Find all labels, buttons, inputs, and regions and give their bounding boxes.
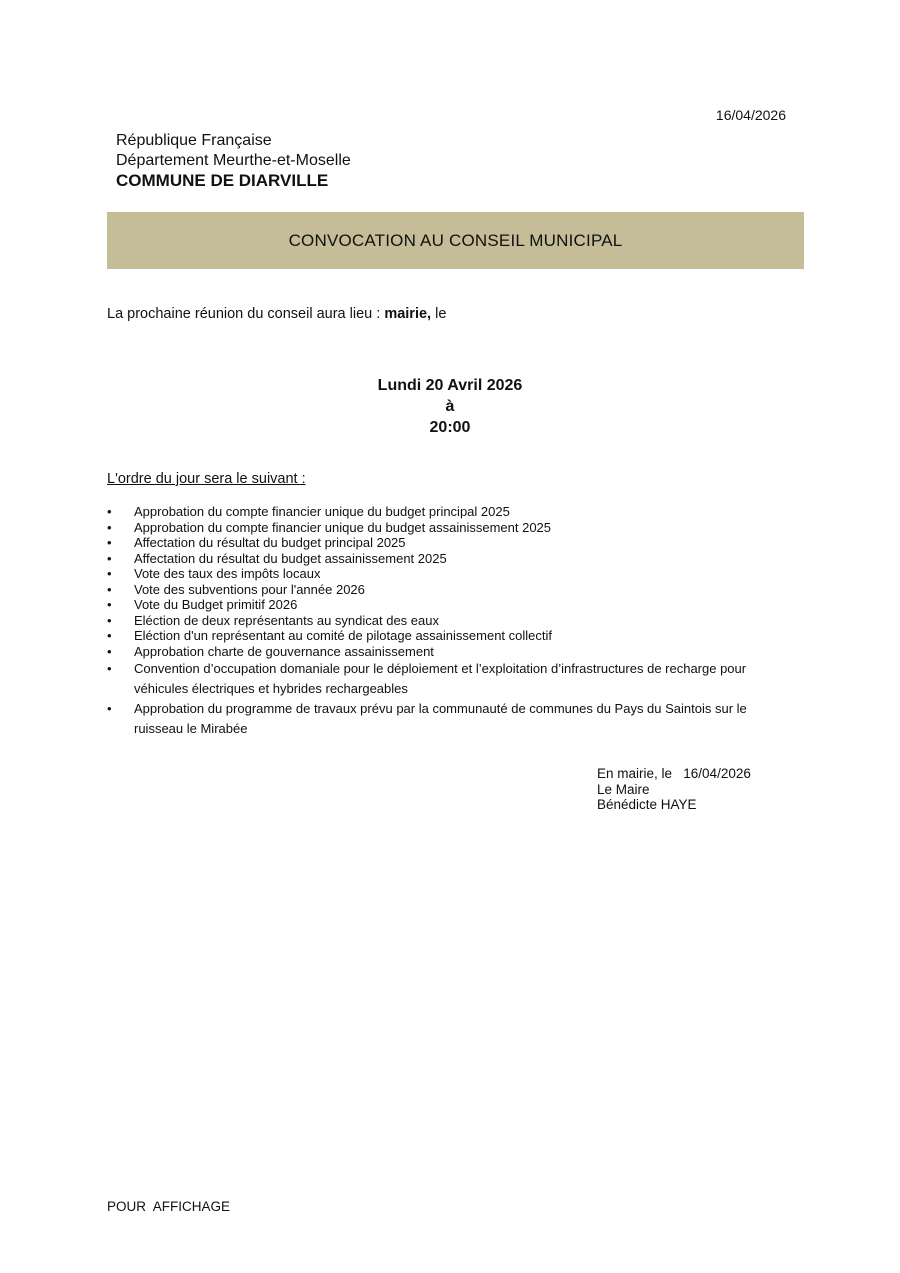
list-item: • Affectation du résultat du budget principal 2025 xyxy=(107,535,797,551)
meeting-block xyxy=(0,375,900,438)
signature-block xyxy=(597,766,751,813)
document-title: CONVOCATION AU CONSEIL MUNICIPAL xyxy=(288,230,623,250)
list-item: • Approbation charte de gouvernance assainissement xyxy=(107,644,797,660)
signature-role: Le Maire xyxy=(597,781,650,797)
intro-sentence xyxy=(107,306,446,322)
meeting-date: Lundi 20 Avril 2026 xyxy=(377,377,523,394)
agenda-title: L'ordre du jour sera le suivant : xyxy=(107,471,306,487)
list-item: • Eléction de deux représentants au syndicat des eaux xyxy=(107,613,797,629)
list-item: • Vote des taux des impôts locaux xyxy=(107,566,797,582)
list-item: • Approbation du compte financier unique du budget assainissement 2025 xyxy=(107,520,797,536)
signature-place-date: En mairie, le 16/04/2026 xyxy=(597,766,751,781)
list-item: • Eléction d'un représentant au comité de pilotage assainissement collectif xyxy=(107,628,797,644)
issuer-header xyxy=(116,131,351,191)
header-department: Département Meurthe-et-Moselle xyxy=(116,152,351,169)
document-date: 16/04/2026 xyxy=(715,107,786,123)
list-item: • Vote des subventions pour l'année 2026 xyxy=(107,582,797,598)
intro-prefix: La prochaine réunion du conseil aura lieu : xyxy=(107,306,385,322)
title-band xyxy=(107,212,804,269)
agenda-list xyxy=(107,504,797,739)
header-commune: COMMUNE DE DIARVILLE xyxy=(116,171,329,190)
intro-place: mairie, xyxy=(384,306,432,322)
list-item: • Approbation du compte financier unique du budget principal 2025 xyxy=(107,504,797,520)
list-item: • Approbation du programme de travaux prévu par la communauté de communes du Pays du Saintois sur le ruisseau le Mirabée xyxy=(107,699,797,739)
list-item: • Convention d’occupation domaniale pour le déploiement et l’exploitation d’infrastructures de recharge pour véhicules électriques et hybrides rechargeables xyxy=(107,659,797,699)
meeting-at: à xyxy=(445,398,455,415)
intro-suffix: le xyxy=(431,306,447,322)
header-republic: République Française xyxy=(116,132,272,149)
signature-name: Bénédicte HAYE xyxy=(597,797,697,812)
meeting-time: 20:00 xyxy=(429,419,471,436)
footer-label: POUR AFFICHAGE xyxy=(107,1199,231,1214)
list-item: • Vote du Budget primitif 2026 xyxy=(107,597,797,613)
list-item: • Affectation du résultat du budget assainissement 2025 xyxy=(107,551,797,567)
